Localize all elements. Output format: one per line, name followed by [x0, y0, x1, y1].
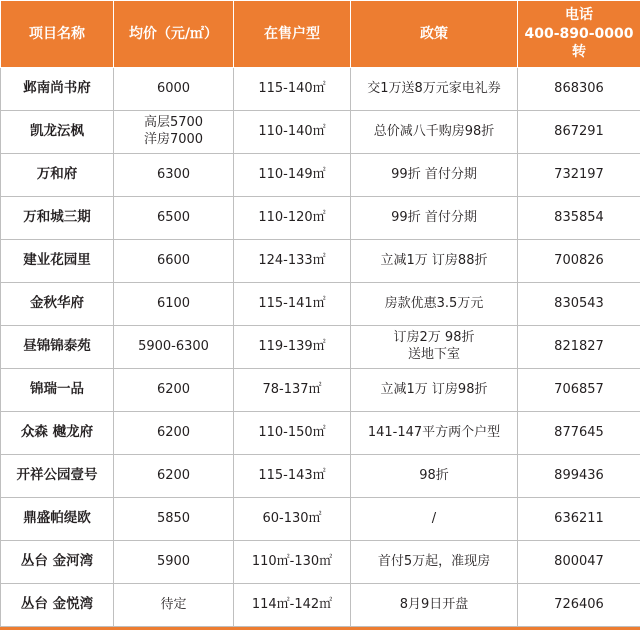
- cell-project-name: 锦瑞一品: [1, 369, 114, 412]
- table-row: [1, 68, 640, 111]
- table-row: [1, 498, 640, 541]
- table-row: [1, 154, 640, 197]
- cell-policy: 总价减八千购房98折: [351, 111, 518, 154]
- price-line-1: 高层5700: [117, 115, 230, 132]
- cell-project-name: 邺南尚书府: [1, 68, 114, 111]
- cell-average-price: [114, 111, 234, 154]
- cell-policy: 141-147平方两个户型: [351, 412, 518, 455]
- cell-unit-types: 110-120㎡: [234, 197, 351, 240]
- cell-project-name: 金秋华府: [1, 283, 114, 326]
- column-header-phone: [518, 1, 640, 68]
- table-row: [1, 412, 640, 455]
- phone-header-line-1: 电话: [521, 6, 637, 25]
- cell-phone: 835854: [518, 197, 640, 240]
- cell-project-name: 丛台 金悦湾: [1, 584, 114, 627]
- cell-policy: 交1万送8万元家电礼券: [351, 68, 518, 111]
- cell-phone: 899436: [518, 455, 640, 498]
- cell-average-price: 6200: [114, 412, 234, 455]
- cell-unit-types: 124-133㎡: [234, 240, 351, 283]
- cell-unit-types: 115-141㎡: [234, 283, 351, 326]
- cell-project-name: 开祥公园壹号: [1, 455, 114, 498]
- table-body: [1, 68, 640, 627]
- cell-unit-types: 110-140㎡: [234, 111, 351, 154]
- cell-average-price: 6100: [114, 283, 234, 326]
- cell-average-price: 6300: [114, 154, 234, 197]
- cell-phone: 868306: [518, 68, 640, 111]
- cell-phone: 732197: [518, 154, 640, 197]
- cell-average-price: 待定: [114, 584, 234, 627]
- policy-line-1: 订房2万 98折: [354, 330, 514, 347]
- phone-header-line-3: 转: [521, 43, 637, 62]
- cell-average-price: 6500: [114, 197, 234, 240]
- cell-policy: /: [351, 498, 518, 541]
- table-row: [1, 455, 640, 498]
- table-row: [1, 584, 640, 627]
- cell-project-name: 昼锦锦泰苑: [1, 326, 114, 369]
- cell-phone: 726406: [518, 584, 640, 627]
- cell-project-name: 万和城三期: [1, 197, 114, 240]
- cell-policy: 98折: [351, 455, 518, 498]
- cell-unit-types: 110㎡-130㎡: [234, 541, 351, 584]
- cell-policy: 房款优惠3.5万元: [351, 283, 518, 326]
- column-header-project-name: 项目名称: [1, 1, 114, 68]
- table-row: [1, 197, 640, 240]
- cell-average-price: 5900: [114, 541, 234, 584]
- column-header-average-price: 均价（元/㎡）: [114, 1, 234, 68]
- cell-unit-types: 78-137㎡: [234, 369, 351, 412]
- cell-project-name: 建业花园里: [1, 240, 114, 283]
- table-row: [1, 111, 640, 154]
- cell-project-name: 凯龙沄枫: [1, 111, 114, 154]
- cell-phone: 706857: [518, 369, 640, 412]
- cell-project-name: 丛台 金河湾: [1, 541, 114, 584]
- cell-unit-types: 60-130㎡: [234, 498, 351, 541]
- cell-policy: [351, 326, 518, 369]
- cell-policy: 99折 首付分期: [351, 197, 518, 240]
- table-header: [1, 1, 640, 68]
- cell-unit-types: 115-140㎡: [234, 68, 351, 111]
- cell-project-name: 众森 樾龙府: [1, 412, 114, 455]
- cell-average-price: 6200: [114, 455, 234, 498]
- table-row: [1, 283, 640, 326]
- table-row: [1, 541, 640, 584]
- cell-phone: 821827: [518, 326, 640, 369]
- cell-average-price: 6000: [114, 68, 234, 111]
- table-header-row: [1, 1, 640, 68]
- column-header-unit-types: 在售户型: [234, 1, 351, 68]
- table-row: [1, 369, 640, 412]
- cell-project-name: 万和府: [1, 154, 114, 197]
- column-header-policy: 政策: [351, 1, 518, 68]
- cell-policy: 99折 首付分期: [351, 154, 518, 197]
- table-row: [1, 240, 640, 283]
- cell-average-price: 6600: [114, 240, 234, 283]
- cell-unit-types: 119-139㎡: [234, 326, 351, 369]
- cell-phone: 800047: [518, 541, 640, 584]
- cell-project-name: 鼎盛帕缇欧: [1, 498, 114, 541]
- cell-phone: 830543: [518, 283, 640, 326]
- cell-policy: 立减1万 订房88折: [351, 240, 518, 283]
- cell-policy: 8月9日开盘: [351, 584, 518, 627]
- cell-policy: 立减1万 订房98折: [351, 369, 518, 412]
- cell-phone: 877645: [518, 412, 640, 455]
- price-line-2: 洋房7000: [117, 132, 230, 149]
- cell-phone: 700826: [518, 240, 640, 283]
- cell-average-price: 6200: [114, 369, 234, 412]
- cell-policy: 首付5万起，准现房: [351, 541, 518, 584]
- cell-average-price: 5900-6300: [114, 326, 234, 369]
- cell-average-price: 5850: [114, 498, 234, 541]
- cell-phone: 867291: [518, 111, 640, 154]
- policy-line-2: 送地下室: [354, 347, 514, 364]
- cell-phone: 636211: [518, 498, 640, 541]
- cell-unit-types: 110-150㎡: [234, 412, 351, 455]
- cell-unit-types: 115-143㎡: [234, 455, 351, 498]
- cell-unit-types: 114㎡-142㎡: [234, 584, 351, 627]
- phone-header-line-2: 400-890-0000: [521, 25, 637, 44]
- cell-unit-types: 110-149㎡: [234, 154, 351, 197]
- table-row: [1, 326, 640, 369]
